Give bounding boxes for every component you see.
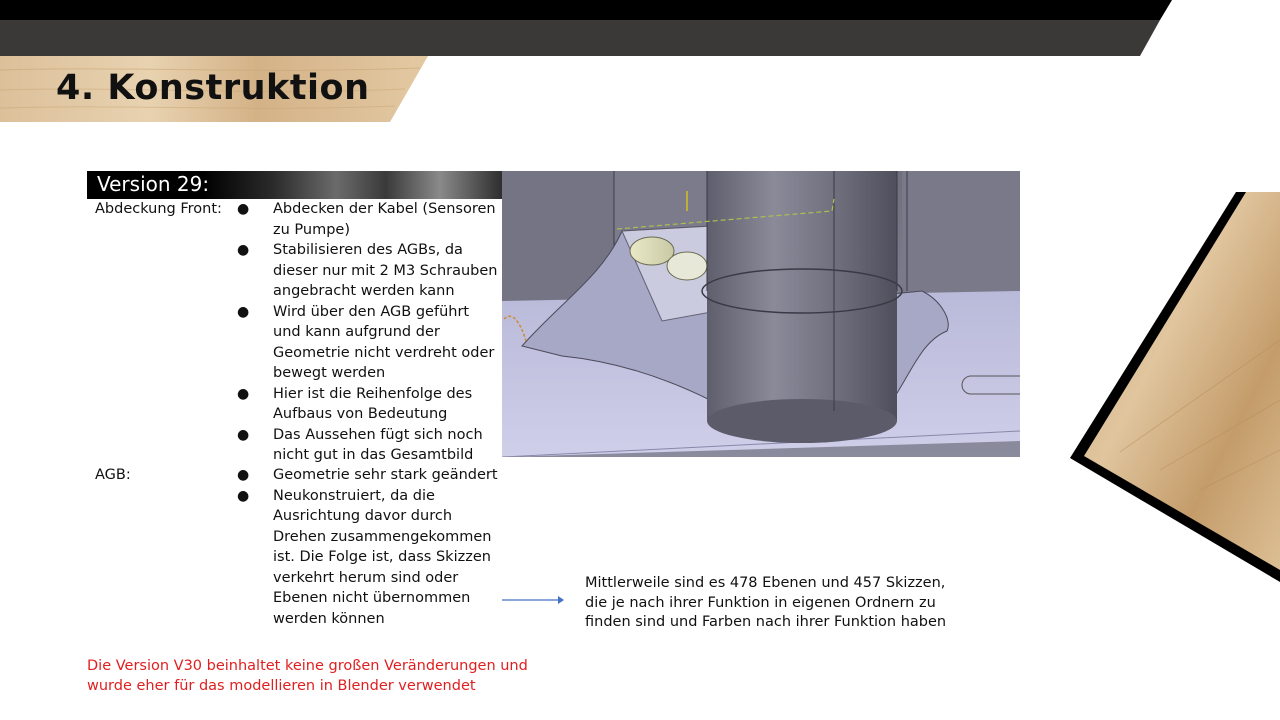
list-item: ● Stabilisieren des AGBs, da dieser nur mit 2 M3 Schrauben angebracht werden kann (237, 242, 498, 299)
section-label-abdeckung-front: Abdeckung Front: (95, 201, 222, 217)
list-item: ● Abdecken der Kabel (Sensoren zu Pumpe) (237, 201, 496, 238)
list-item: ● Das Aussehen fügt sich noch nicht gut in das Gesamtbild (237, 426, 483, 463)
header-bars (0, 0, 1280, 56)
page-title: 4. Konstruktion (56, 68, 370, 108)
list-item: ● Hier ist die Reihenfolge des Aufbaus von Bedeutung (237, 385, 473, 422)
list-item: ● Wird über den AGB geführt und kann aufgrund der Geometrie nicht verdreht oder bewegt werden (237, 303, 495, 381)
version-heading: Version 29: (97, 172, 210, 196)
bullet-icon: ● (237, 242, 250, 258)
bullet-icon: ● (237, 426, 250, 443)
note-text: Mittlerweile sind es 478 Ebenen und 457 Skizzen, die je nach ihrer Funktion in eigenen Ordnern zu finden sind und Farben nach ihrer Funktion haben (585, 575, 947, 630)
list-item: ● Geometrie sehr stark geändert (237, 465, 499, 486)
bullet-icon: ● (237, 303, 250, 320)
bullet-icon: ● (237, 201, 250, 217)
bullet-icon: ● (237, 487, 250, 504)
bullet-icon: ● (237, 385, 250, 402)
list-item: ● Neukonstruiert, da die Ausrichtung davor durch Drehen zusammengekommen ist. Die Folge ist, dass Skizzen verkehrt herum sind oder Ebenen nicht übernommen werden können (237, 487, 492, 627)
cad-model-image (502, 171, 1020, 457)
bullet-icon: ● (237, 467, 250, 483)
version-heading-bar (87, 171, 502, 199)
decorative-wood-chevron (1060, 190, 1280, 590)
bullet-list-agb (237, 465, 499, 629)
arrow-right-icon (500, 594, 566, 606)
bullet-list-abdeckung-front (237, 199, 499, 466)
section-label-agb: AGB: (95, 467, 131, 483)
footer-note: Die Version V30 beinhaltet keine großen Veränderungen und wurde eher für das modellieren in Blender verwendet (87, 658, 528, 694)
